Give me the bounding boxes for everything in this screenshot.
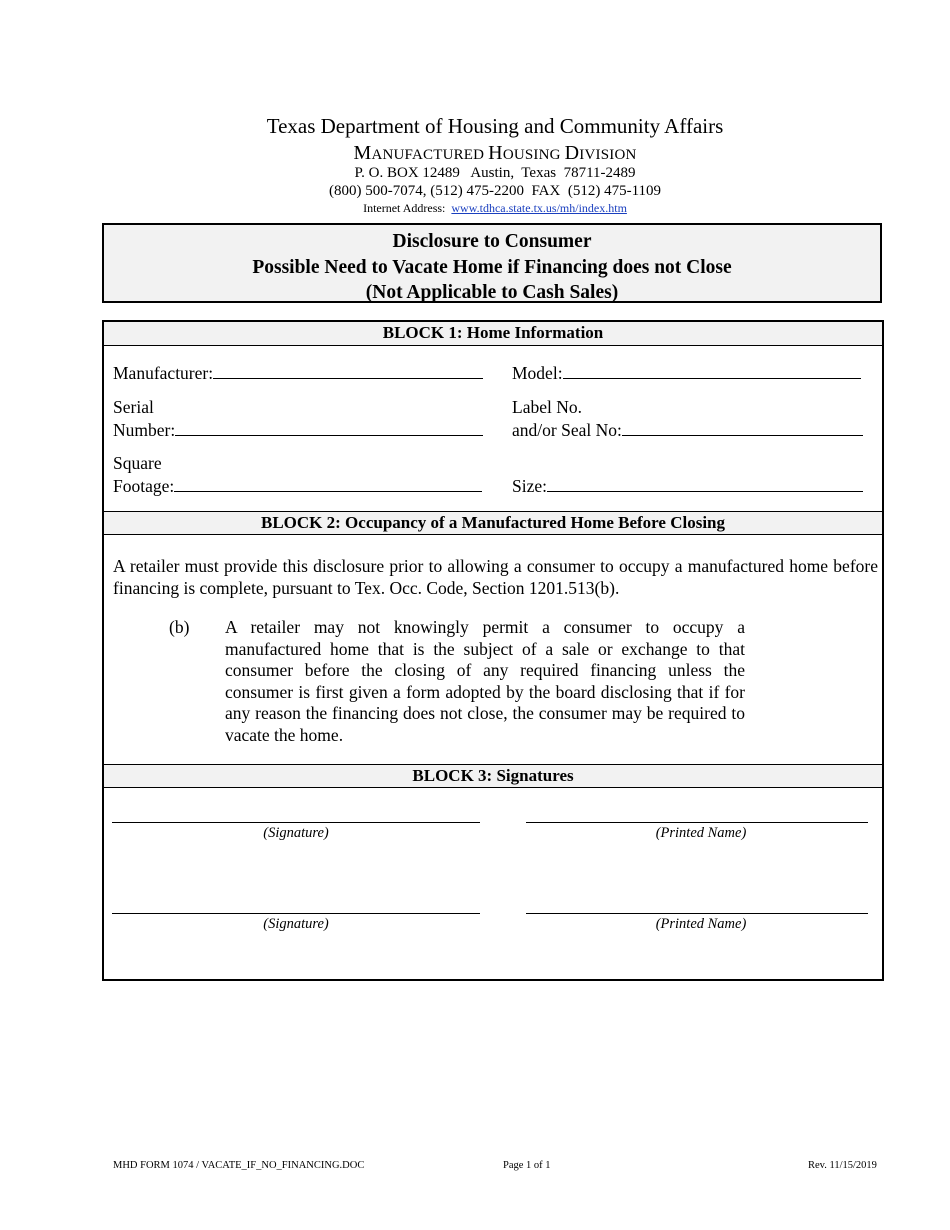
model-input[interactable] — [563, 361, 861, 379]
printed-name-caption-2: (Printed Name) — [655, 916, 747, 932]
signature-line-2[interactable] — [112, 913, 480, 914]
printed-name-line-1[interactable] — [526, 822, 868, 823]
division-name — [0, 142, 950, 165]
phone-numbers: (800) 500-7074, (512) 475-2200 FAX (512) 475-1109 — [328, 183, 662, 199]
division-cap-d: D — [564, 142, 580, 164]
division-cap-m: M — [353, 142, 372, 164]
footer-revision: Rev. 11/15/2019 — [808, 1160, 877, 1171]
division-rest-2: OUSING — [502, 147, 565, 163]
label-seal-field — [512, 397, 863, 441]
size-input[interactable] — [547, 474, 863, 492]
serial-label-line2: Number: — [113, 420, 176, 440]
size-field — [512, 474, 863, 497]
serial-field — [113, 397, 483, 441]
sqft-label-line1: Square — [113, 453, 162, 473]
manufacturer-input[interactable] — [213, 361, 483, 379]
manufacturer-field — [113, 361, 483, 384]
label-no-line1: Label No. — [512, 397, 582, 417]
footer-form-id: MHD FORM 1074 / VACATE_IF_NO_FINANCING.DOC — [113, 1160, 365, 1171]
label-seal-input[interactable] — [622, 418, 863, 436]
division-cap-h: H — [488, 142, 503, 164]
internet-address — [0, 201, 950, 216]
label-no-line2: and/or Seal No: — [512, 420, 622, 440]
website-link[interactable]: www.tdhca.state.tx.us/mh/index.htm — [451, 201, 627, 215]
internet-label: Internet Address: — [363, 201, 446, 215]
square-footage-field — [113, 453, 482, 497]
serial-label-line1: Serial — [113, 397, 154, 417]
title-line-1: Disclosure to Consumer — [392, 231, 592, 252]
sqft-label-line2: Footage: — [113, 476, 175, 496]
size-label: Size: — [512, 476, 547, 496]
block2-paragraph: A retailer must provide this disclosure prior to allowing a consumer to occupy a manufactured home before financing is complete, pursuant to Tex. Occ. Code, Section 1201.513(b). — [113, 556, 878, 598]
block2-heading: BLOCK 2: Occupancy of a Manufactured Home Before Closing — [104, 511, 882, 535]
division-rest-1: ANUFACTURED — [371, 147, 489, 163]
agency-name: Texas Department of Housing and Community Affairs — [266, 114, 724, 138]
signature-caption-1: (Signature) — [263, 825, 329, 841]
printed-name-caption-1: (Printed Name) — [655, 825, 747, 841]
statute-sub-label: (b) — [169, 617, 190, 637]
manufacturer-label: Manufacturer: — [113, 363, 214, 383]
model-label: Model: — [512, 363, 563, 383]
division-rest-3: IVISION — [579, 147, 637, 163]
block3-heading: BLOCK 3: Signatures — [104, 764, 882, 788]
mailing-address: P. O. BOX 12489 Austin, Texas 78711-2489 — [354, 165, 636, 181]
footer-page-number: Page 1 of 1 — [503, 1160, 551, 1171]
block1-heading: BLOCK 1: Home Information — [104, 322, 882, 346]
statute-quote: A retailer may not knowingly permit a consumer to occupy a manufactured home that is the subject of a sale or exchange to that consumer before the closing of any required financing unless the consumer is first given a form adopted by the board disclosing that if for any reason the financing does not close, the consumer may be required to vacate the home. — [225, 617, 745, 745]
model-field — [512, 361, 861, 384]
square-footage-input[interactable] — [174, 474, 482, 492]
printed-name-line-2[interactable] — [526, 913, 868, 914]
disclosure-title-box — [102, 223, 882, 303]
title-line-3: (Not Applicable to Cash Sales) — [365, 282, 619, 303]
form-blocks — [102, 320, 884, 981]
serial-number-input[interactable] — [175, 418, 483, 436]
signature-caption-2: (Signature) — [263, 916, 329, 932]
title-line-2: Possible Need to Vacate Home if Financing does not Close — [252, 256, 732, 278]
signature-line-1[interactable] — [112, 822, 480, 823]
